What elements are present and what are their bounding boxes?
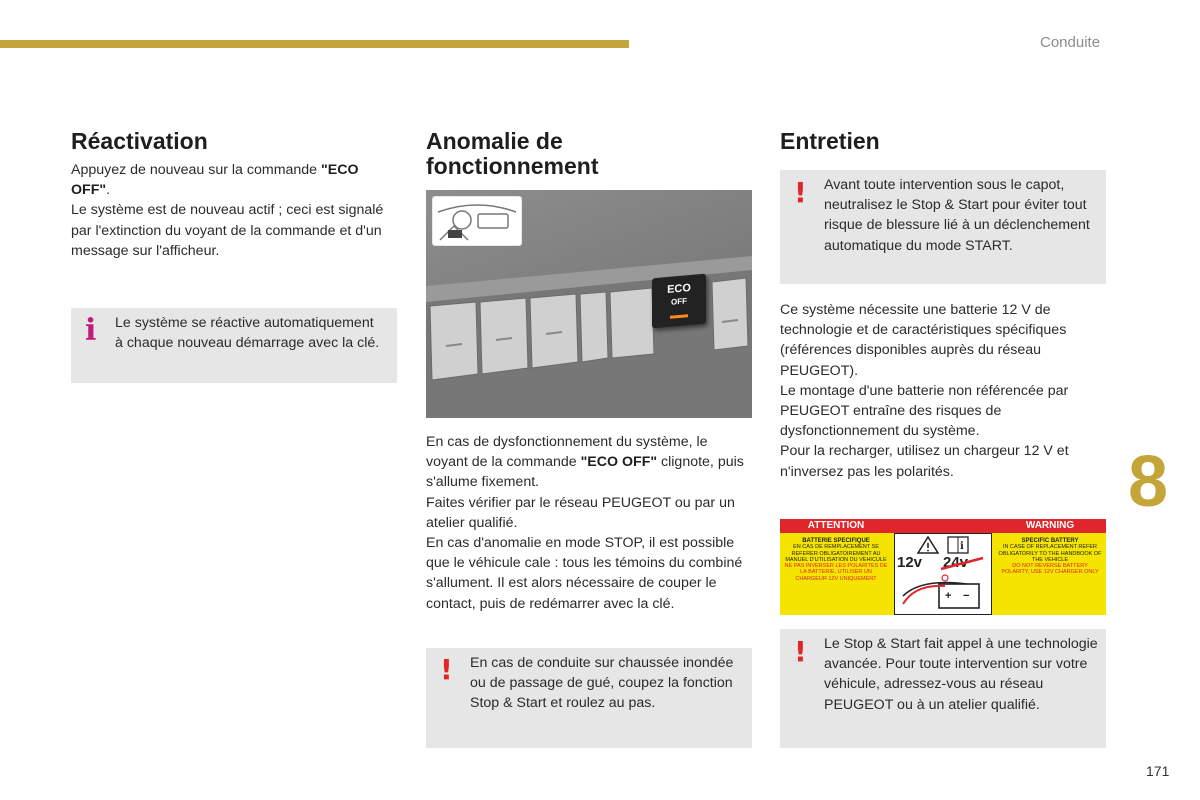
warning-box-technology-text: Le Stop & Start fait appel à une technologie avancée. Pour toute intervention sur votre véhicule, adressez-vous au réseau PEUGEOT ou à un atelier qualifié. — [824, 636, 1098, 713]
warning-box-bonnet-text: Avant toute intervention sous le capot, neutralisez le Stop & Start pour éviter tout risque de blessure lié à un déclenchement automatique du mode START. — [824, 177, 1090, 254]
dashboard-location-icon — [432, 196, 522, 246]
label-volt-bad: 24v — [943, 554, 969, 571]
eco-off-console-photo — [426, 190, 752, 418]
reactivation-title: Réactivation — [71, 128, 208, 154]
section-label: Conduite — [1040, 34, 1101, 51]
entretien-paragraph: Ce système nécessite une batterie 12 V de technologie et de caractéristiques spécifiques (références disponibles auprès du réseau PEUGEOT). Le montage d'une batterie non référencée par PEUGEOT entraîne des risques de dysfonctionnement du système. Pour la recharger, utilisez un chargeur 12 V et n'inversez pas les polarités. — [780, 302, 1069, 480]
cross-out-icon — [939, 555, 985, 573]
header-accent-bar — [0, 40, 629, 48]
label-warning: WARNING — [1025, 520, 1075, 531]
warning-triangle-icon — [917, 536, 939, 554]
chapter-number: 8 — [1128, 442, 1169, 522]
info-icon: i — [85, 313, 97, 348]
svg-text:+: + — [945, 590, 952, 602]
anomalie-paragraph: En cas de dysfonctionnement du système, le voyant de la commande "ECO OFF" clignote, puis s'allume fixement. Faites vérifier par le réseau PEUGEOT ou par un atelier qualifié. En cas d'anomalie en mode STOP, il est possible que le véhicule cale : tous les témoins du combiné s'allument. Il est alors nécessaire de couper le contact, puis de redémarrer avec la clé. — [426, 434, 744, 612]
entretien-title: Entretien — [780, 128, 880, 154]
warning-icon: ! — [440, 653, 453, 686]
label-center-panel — [894, 533, 992, 615]
battery-warning-label — [780, 519, 1106, 615]
warning-box-flood — [426, 648, 752, 748]
anomalie-title: Anomalie de fonctionnement — [426, 128, 599, 179]
label-volt-ok: 12v — [897, 554, 923, 571]
warning-box-flood-text: En cas de conduite sur chaussée inondée ou de passage de gué, coupez la fonction Stop & Start et roulez au pas. — [470, 655, 734, 712]
eco-off-button — [652, 274, 706, 329]
svg-text:i: i — [960, 541, 964, 552]
label-attention: ATTENTION — [807, 520, 865, 531]
eco-off-led — [670, 314, 688, 319]
svg-text:−: − — [963, 590, 970, 602]
battery-charger-icon — [901, 574, 985, 610]
reactivation-paragraph: Appuyez de nouveau sur la commande "ECO OFF". Le système est de nouveau actif ; ceci est signalé par l'extinction du voyant de la commande et d'un message sur l'afficheur. — [71, 162, 384, 259]
eco-off-button-label: ECO OFF — [667, 281, 691, 307]
info-box-text: Le système se réactive automatiquement à chaque nouveau démarrage avec la clé. — [115, 315, 380, 352]
info-box — [71, 308, 397, 383]
page-number: 171 — [1146, 763, 1170, 779]
warning-icon: ! — [794, 176, 807, 209]
warning-box-bonnet — [780, 170, 1106, 284]
label-left-text: BATTERIE SPECIFIQUE EN CAS DE REMPLACEMENT SE REFERER OBLIGATOIREMENT AU MANUEL D'UTILISATION DU VEHICULE NE PAS INVERSER LES POLARITES DE LA BATTERIE, UTILISER UN CHARGEUR 12V UNIQUEMENT — [784, 538, 888, 582]
warning-icon: ! — [794, 635, 807, 668]
label-right-text: SPECIFIC BATTERY IN CASE OF REPLACEMENT REFER OBLIGATORILY TO THE HANDBOOK OF THE VEHICLE DO NOT REVERSE BATTERY POLARITY, USE 12V CHARGER ONLY — [998, 538, 1102, 576]
warning-box-technology — [780, 629, 1106, 748]
manual-book-icon — [947, 536, 969, 554]
